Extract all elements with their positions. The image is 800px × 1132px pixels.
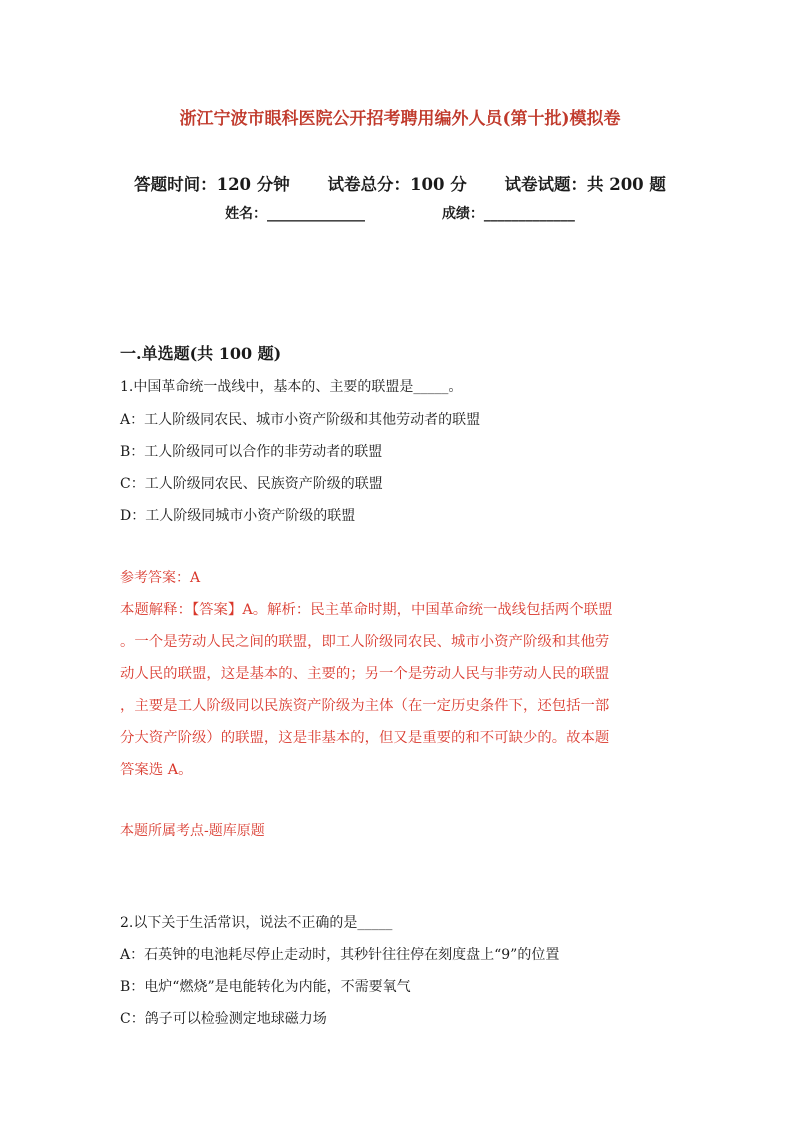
page-title: 浙江宁波市眼科医院公开招考聘用编外人员(第十批)模拟卷 [179,109,621,129]
option-d: D：工人阶级同城市小资产阶级的联盟 [120,508,356,524]
name-field: 姓名：______________ [225,206,366,222]
option-b: B：电炉“燃烧”是电能转化为内能，不需要氧气 [120,979,411,995]
total-score: 试卷总分：100 分 [327,175,467,194]
explanation-line: 。一个是劳动人民之间的联盟，即工人阶级同农民、城市小资产阶级和其他劳 [120,634,610,650]
score-field: 成绩：_____________ [441,206,575,222]
option-a: A：石英钟的电池耗尽停止走动时，其秒针往往停在刻度盘上“9”的位置 [120,947,560,963]
question-stem: 1.中国革命统一战线中，基本的、主要的联盟是_____。 [120,379,463,395]
explanation-line: 动人民的联盟，这是基本的、主要的；另一个是劳动人民与非劳动人民的联盟 [120,666,610,682]
option-b: B：工人阶级同可以合作的非劳动者的联盟 [120,444,383,460]
knowledge-point: 本题所属考点-题库原题 [120,823,265,839]
explanation-line: ，主要是工人阶级同以民族资产阶级为主体（在一定历史条件下，还包括一部 [120,698,610,714]
option-c: C：鸽子可以检验测定地球磁力场 [120,1011,327,1027]
explanation-line: 分大资产阶级）的联盟，这是非基本的，但又是重要的和不可缺少的。故本题 [120,730,610,746]
option-a: A：工人阶级同农民、城市小资产阶级和其他劳动者的联盟 [120,412,481,428]
option-c: C：工人阶级同农民、民族资产阶级的联盟 [120,476,383,492]
explanation-line: 本题解释：【答案】A。解析：民主革命时期，中国革命统一战线包括两个联盟 [120,602,613,618]
explanation-line: 答案选 A。 [120,762,193,778]
question-stem: 2.以下关于生活常识，说法不正确的是_____ [120,915,393,931]
exam-time: 答题时间：120 分钟 [134,175,290,194]
question-count: 试卷试题：共 200 题 [504,175,666,194]
candidate-info [0,203,800,223]
section-title: 一.单选题(共 100 题) [120,344,282,363]
answer-line: 参考答案：A [120,570,201,586]
exam-meta [0,171,800,195]
